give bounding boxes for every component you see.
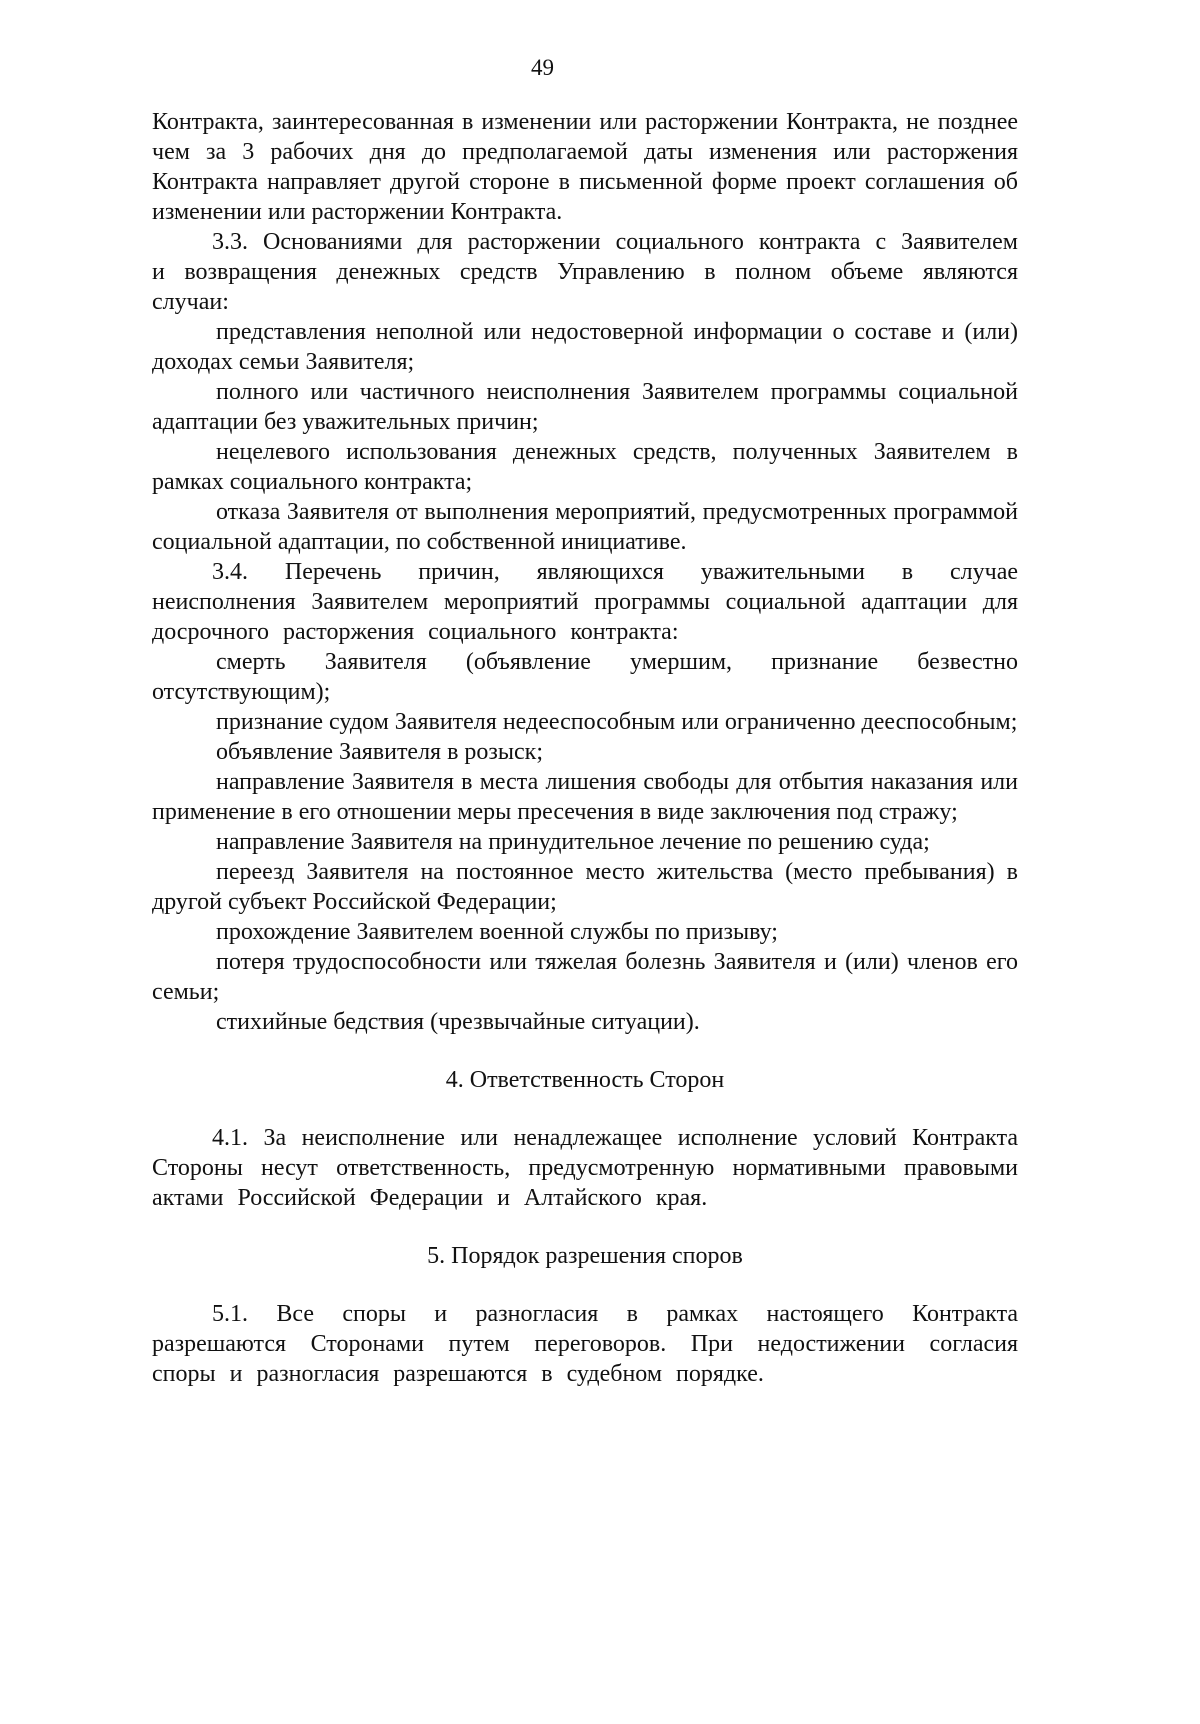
clause-3-4: 3.4. Перечень причин, являющихся уважительными в случае неисполнения Заявителем мероприятий программы социальной адаптации для досрочного расторжения социального контракта:: [152, 559, 1018, 645]
clause-3-3-item-1: представления неполной или недостоверной информации о составе и (или) доходах семьи Заявителя;: [152, 319, 1018, 375]
clause-3-3: 3.3. Основаниями для расторжении социального контракта с Заявителем и возвращения денежных средств Управлению в полном объеме являются случаи:: [152, 229, 1018, 315]
section-heading-4: 4. Ответственность Сторон: [445, 1067, 725, 1093]
clause-3-3-item-4: отказа Заявителя от выполнения мероприятий, предусмотренных программой социальной адаптации, по собственной инициативе.: [152, 499, 1018, 555]
clause-3-4-item-3: объявление Заявителя в розыск;: [216, 739, 544, 765]
paragraph-continuation: Контракта, заинтересованная в изменении или расторжении Контракта, не позднее чем за 3 рабочих дня до предполагаемой даты изменения или расторжения Контракта направляет другой стороне в письменной форме проект соглашения об изменении или расторжении Контракта.: [152, 109, 1018, 225]
clause-3-4-item-6: переезд Заявителя на постоянное место жительства (место пребывания) в другой субъект Российской Федерации;: [152, 859, 1018, 915]
clause-3-4-item-2: признание судом Заявителя недееспособным или ограниченно дееспособным;: [216, 709, 1018, 735]
clause-3-3-item-3: нецелевого использования денежных средств, полученных Заявителем в рамках социального контракта;: [152, 439, 1018, 495]
clause-5-1: 5.1. Все споры и разногласия в рамках настоящего Контракта разрешаются Сторонами путем переговоров. При недостижении согласия споры и разногласия разрешаются в судебном порядке.: [152, 1301, 1018, 1387]
section-heading-5: 5. Порядок разрешения споров: [427, 1243, 743, 1269]
clause-3-4-item-1: смерть Заявителя (объявление умершим, признание безвестно отсутствующим);: [152, 649, 1018, 705]
clause-3-4-item-9: стихийные бедствия (чрезвычайные ситуации).: [216, 1009, 700, 1035]
clause-3-4-item-7: прохождение Заявителем военной службы по призыву;: [216, 919, 778, 945]
clause-3-4-item-5: направление Заявителя на принудительное лечение по решению суда;: [216, 829, 930, 855]
clause-3-4-item-4: направление Заявителя в места лишения свободы для отбытия наказания или применение в его отношении меры пресечения в виде заключения под стражу;: [152, 769, 1018, 825]
clause-4-1: 4.1. За неисполнение или ненадлежащее исполнение условий Контракта Стороны несут ответственность, предусмотренную нормативными правовыми актами Российской Федерации и Алтайского края.: [152, 1125, 1018, 1211]
clause-3-3-item-2: полного или частичного неисполнения Заявителем программы социальной адаптации без уважительных причин;: [152, 379, 1018, 435]
document-body: [152, 107, 1018, 1389]
page-number: 49: [531, 55, 554, 80]
clause-3-4-item-8: потеря трудоспособности или тяжелая болезнь Заявителя и (или) членов его семьи;: [152, 949, 1018, 1005]
